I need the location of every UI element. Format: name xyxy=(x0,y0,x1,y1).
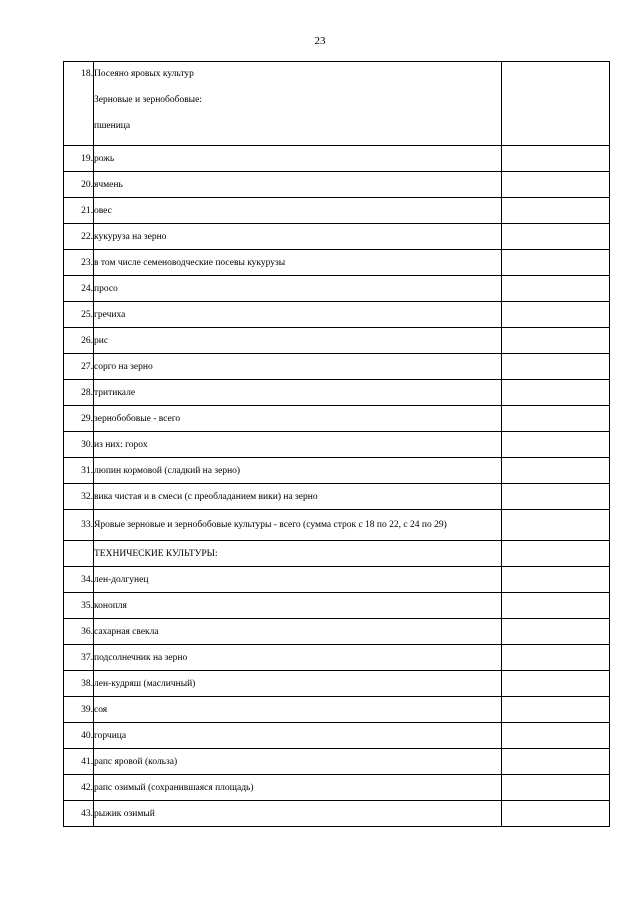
row-label: тритикале xyxy=(94,380,502,406)
value-cell[interactable] xyxy=(502,458,610,484)
value-cell[interactable] xyxy=(502,276,610,302)
row-number: 19. xyxy=(64,146,94,172)
table-row xyxy=(64,749,610,775)
row-number: 30. xyxy=(64,432,94,458)
table-row xyxy=(64,484,610,510)
row-number: 40. xyxy=(64,723,94,749)
value-cell[interactable] xyxy=(502,619,610,645)
table-row xyxy=(64,354,610,380)
value-cell[interactable] xyxy=(502,302,610,328)
value-cell[interactable] xyxy=(502,645,610,671)
value-cell[interactable] xyxy=(502,801,610,827)
row-number: 27. xyxy=(64,354,94,380)
row-label: овес xyxy=(94,198,502,224)
row-number: 39. xyxy=(64,697,94,723)
row-number: 25. xyxy=(64,302,94,328)
table-row xyxy=(64,250,610,276)
row-label xyxy=(94,62,502,146)
value-cell[interactable] xyxy=(502,510,610,541)
table-row xyxy=(64,224,610,250)
table-row xyxy=(64,458,610,484)
value-cell[interactable] xyxy=(502,354,610,380)
value-cell[interactable] xyxy=(502,432,610,458)
value-cell[interactable] xyxy=(502,406,610,432)
row-label: люпин кормовой (сладкий на зерно) xyxy=(94,458,502,484)
value-cell xyxy=(502,541,610,567)
row-number: 36. xyxy=(64,619,94,645)
row-number: 21. xyxy=(64,198,94,224)
value-cell[interactable] xyxy=(502,380,610,406)
row-number: 22. xyxy=(64,224,94,250)
row-label: кукуруза на зерно xyxy=(94,224,502,250)
value-cell[interactable] xyxy=(502,567,610,593)
row-label: вика чистая и в смеси (с преобладанием вики) на зерно xyxy=(94,484,502,510)
row-label-text: пшеница xyxy=(94,121,131,131)
value-cell[interactable] xyxy=(502,697,610,723)
value-cell[interactable] xyxy=(502,484,610,510)
value-cell[interactable] xyxy=(502,172,610,198)
table-row xyxy=(64,510,610,541)
table-row xyxy=(64,302,610,328)
value-cell[interactable] xyxy=(502,250,610,276)
crop-area-table xyxy=(63,61,610,827)
row-number: 24. xyxy=(64,276,94,302)
row-number: 32. xyxy=(64,484,94,510)
value-cell[interactable] xyxy=(502,671,610,697)
row-label: рис xyxy=(94,328,502,354)
row-number: 28. xyxy=(64,380,94,406)
table-row xyxy=(64,172,610,198)
row-number: 23. xyxy=(64,250,94,276)
table-row xyxy=(64,801,610,827)
row-number: 26. xyxy=(64,328,94,354)
subsection-heading: Зерновые и зернобобовые: xyxy=(94,95,202,105)
row-label: ячмень xyxy=(94,172,502,198)
table-row xyxy=(64,62,610,146)
row-label: подсолнечник на зерно xyxy=(94,645,502,671)
section-heading: ТЕХНИЧЕСКИЕ КУЛЬТУРЫ: xyxy=(94,541,502,567)
row-number: 43. xyxy=(64,801,94,827)
section-heading: Посеяно яровых культур xyxy=(94,69,194,79)
table-row xyxy=(64,432,610,458)
value-cell[interactable] xyxy=(502,723,610,749)
value-cell[interactable] xyxy=(502,146,610,172)
row-label: рыжик озимый xyxy=(94,801,502,827)
table-row xyxy=(64,567,610,593)
row-number: 33. xyxy=(64,510,94,541)
row-label: конопля xyxy=(94,593,502,619)
row-label: рапс яровой (кольза) xyxy=(94,749,502,775)
row-label: Яровые зерновые и зернобобовые культуры - всего (сумма строк с 18 по 22, с 24 по 29) xyxy=(94,510,502,541)
table-row xyxy=(64,328,610,354)
table-row xyxy=(64,593,610,619)
value-cell[interactable] xyxy=(502,593,610,619)
row-label: рожь xyxy=(94,146,502,172)
row-label: гречиха xyxy=(94,302,502,328)
table-row xyxy=(64,198,610,224)
row-number: 38. xyxy=(64,671,94,697)
row-label: лен-долгунец xyxy=(94,567,502,593)
table-row xyxy=(64,619,610,645)
value-cell[interactable] xyxy=(502,198,610,224)
row-number: 20. xyxy=(64,172,94,198)
row-number: 29. xyxy=(64,406,94,432)
value-cell[interactable] xyxy=(502,328,610,354)
row-label: просо xyxy=(94,276,502,302)
table-row xyxy=(64,276,610,302)
table-row xyxy=(64,146,610,172)
row-number: 41. xyxy=(64,749,94,775)
row-number: 37. xyxy=(64,645,94,671)
row-label: горчица xyxy=(94,723,502,749)
row-label: сорго на зерно xyxy=(94,354,502,380)
table-row xyxy=(64,697,610,723)
row-number xyxy=(64,541,94,567)
row-label: лен-кудряш (масличный) xyxy=(94,671,502,697)
row-label: зернобобовые - всего xyxy=(94,406,502,432)
row-number: 18. xyxy=(64,62,94,146)
value-cell[interactable] xyxy=(502,62,610,146)
section-header-row xyxy=(64,541,610,567)
table-row xyxy=(64,775,610,801)
page-number: 23 xyxy=(314,35,326,47)
row-label: соя xyxy=(94,697,502,723)
row-number: 31. xyxy=(64,458,94,484)
row-label: из них: горох xyxy=(94,432,502,458)
row-label: сахарная свекла xyxy=(94,619,502,645)
table-row xyxy=(64,406,610,432)
table-row xyxy=(64,645,610,671)
row-number: 42. xyxy=(64,775,94,801)
row-label: в том числе семеноводческие посевы кукурузы xyxy=(94,250,502,276)
row-number: 35. xyxy=(64,593,94,619)
row-number: 34. xyxy=(64,567,94,593)
value-cell[interactable] xyxy=(502,224,610,250)
value-cell[interactable] xyxy=(502,749,610,775)
value-cell[interactable] xyxy=(502,775,610,801)
row-label: рапс озимый (сохранившаяся площадь) xyxy=(94,775,502,801)
table-row xyxy=(64,723,610,749)
table-row xyxy=(64,671,610,697)
table-row xyxy=(64,380,610,406)
